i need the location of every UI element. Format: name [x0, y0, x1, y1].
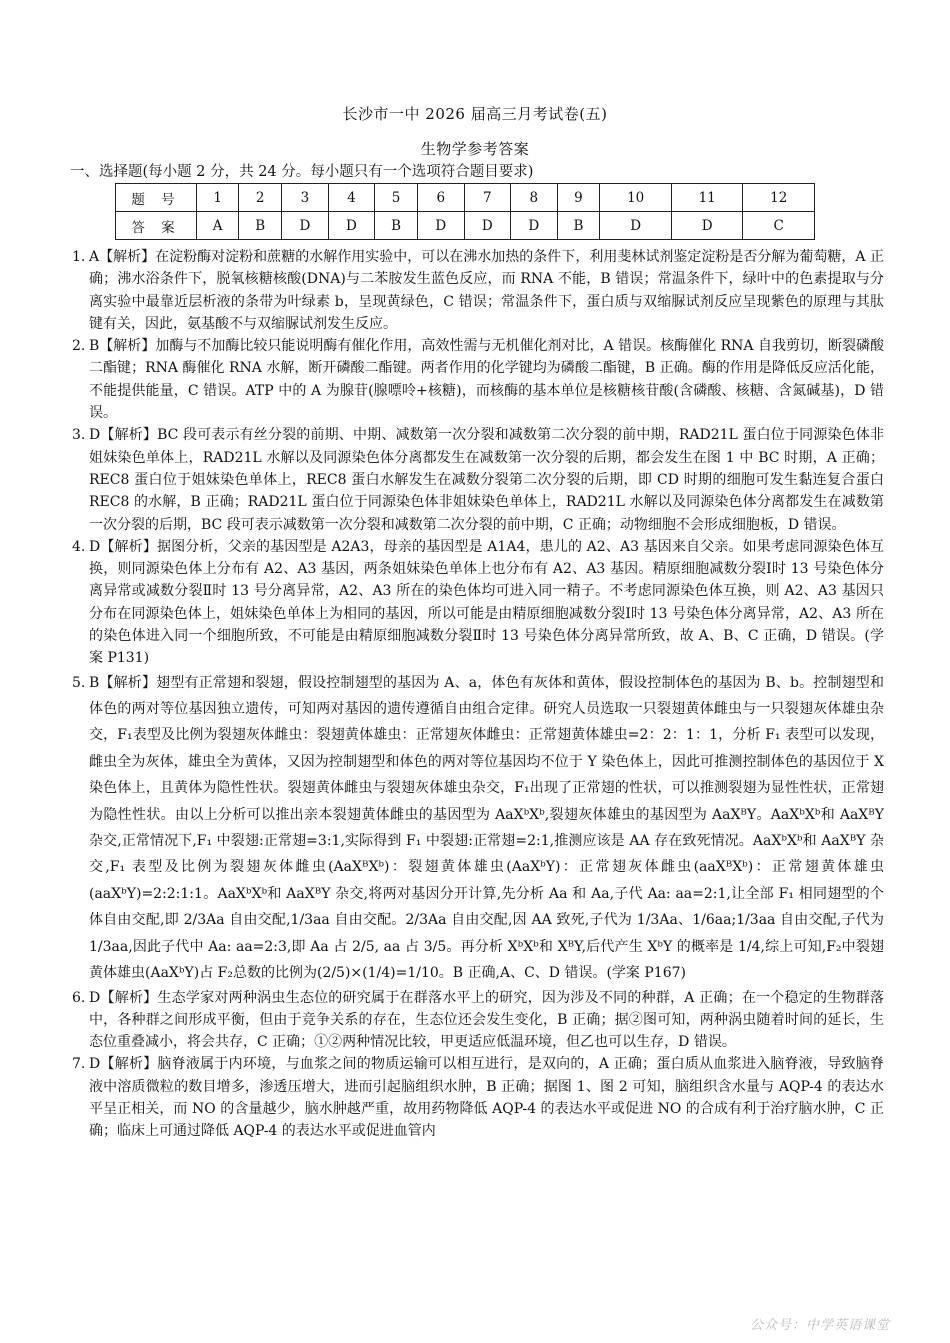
answer-cell: B: [375, 212, 418, 240]
explanation-item: [72, 987, 884, 1054]
question-label: 2.: [72, 338, 86, 355]
explanation-text: D【解析】生态学家对两种涡虫生态位的研究属于在群落水平上的研究，因为涉及不同的种群，A 正确；在一个稳定的生物群落中，各种群之间形成平衡，但由于竞争关系的存在，生态位还会发生变化，B 正确；据②图可知，两种涡虫随着时间的延长，生态位重叠减小，将会共存，C 正确；①②两种情况比较，甲更适应低温环境，但乙也可以生存，D 错误。: [89, 989, 884, 1051]
answer-cell: A: [197, 212, 239, 240]
question-number: 1: [197, 184, 239, 212]
answer-cell: D: [282, 212, 328, 240]
explanation-text: D【解析】BC 段可表示有丝分裂的前期、中期、减数第一次分裂和减数第二次分裂的前中期，RAD21L 蛋白位于同源染色体非姐妹染色单体上，RAD21L 水解以及同源染色体分离都发生在减数第一次分裂的后期，都会发生在图 1 中 BC 时期，A 正确；REC8 蛋白位于姐妹染色单体上，REC8 蛋白水解发生在减数分裂第二次分裂的后期，即 CD 时期的细胞可发生黏连复合蛋白 REC8 的水解，B 正确；RAD21L 蛋白位于同源染色体非姐妹染色单体上，RAD21L 水解以及同源染色体分离都发生在减数第一次分裂的后期，BC 段可表示减数第一次分裂和减数第二次分裂的前中期，C 正确；动物细胞不会形成细胞板，D 错误。: [89, 427, 884, 533]
explanation-item: [72, 536, 884, 670]
answer-cell: D: [418, 212, 464, 240]
question-number: 8: [511, 184, 557, 212]
row-label-answer: 答 案: [116, 212, 197, 240]
question-number: 2: [239, 184, 282, 212]
explanation-text: B【解析】加酶与不加酶比较只能说明酶有催化作用，高效性需与无机催化剂对比，A 错误。核酶催化 RNA 自我剪切，断裂磷酸二酯键；RNA 酶催化 RNA 水解，断开磷酸二酯键。两者作用的化学键均为磷酸二酯键，B 正确。酶的作用是降低反应活化能，不能提供能量，C 错误。ATP 中的 A 为腺苷(腺嘌呤+核糖)，而核酶的基本单位是核糖核苷酸(含磷酸、核糖、含氮碱基)，D 错误。: [89, 338, 884, 422]
question-label: 1.: [72, 249, 86, 265]
section-heading: 一、选择题(每小题 2 分，共 24 分。每小题只有一个选项符合题目要求): [70, 164, 534, 180]
page-title: 长沙市一中 2026 届高三月考试卷(五): [342, 105, 608, 123]
question-number: 9: [557, 184, 600, 212]
answer-cell: D: [328, 212, 374, 240]
explanation-text: A【解析】在淀粉酶对淀粉和蔗糖的水解作用实验中，可以在沸水加热的条件下，利用斐林试剂鉴定淀粉是否分解为葡萄糖，A 正确；沸水浴条件下，脱氧核糖核酸(DNA)与二苯胺发生蓝色反应，而 RNA 不能，B 错误；常温条件下，绿叶中的色素提取与分离实验中最靠近层析液的条带为叶绿素 b，呈现黄绿色，C 错误；常温条件下，蛋白质与双缩脲试剂反应呈现紫色的原理与其肽键有关，因此，氨基酸不与双缩脲试剂发生反应。: [89, 249, 884, 332]
answer-cell: D: [600, 212, 671, 240]
question-label: 6.: [72, 989, 86, 1006]
explanation-item: [72, 670, 884, 987]
answer-cell: B: [239, 212, 282, 240]
question-number: 12: [743, 184, 815, 212]
question-number: 5: [375, 184, 418, 212]
answer-cell: D: [511, 212, 557, 240]
answer-cell: D: [671, 212, 742, 240]
explanation-item: [72, 335, 884, 424]
explanation-text: B【解析】翅型有正常翅和裂翅，假设控制翅型的基因为 A、a，体色有灰体和黄体，假设控制体色的基因为 B、b。控制翅型和体色的两对等位基因独立遗传，可知两对基因的遗传遵循自由组合定律。研究人员选取一只裂翅黄体雌虫与一只裂翅灰体雄虫杂交，F₁表型及比例为裂翅灰体雌虫：裂翅黄体雄虫：正常翅灰体雌虫：正常翅黄体雄虫=2：2：1：1，分析 F₁ 表型可以发现，雌虫全为灰体，雄虫全为黄体，又因为控制翅型和体色的两对等位基因均不位于 Y 染色体上，因此可推测控制体色的基因位于 X 染色体上，且黄体为隐性性状。裂翅黄体雌虫与裂翅灰体雄虫杂交，F₁出现了正常翅的性状，可以推测裂翅为显性性状，正常翅为隐性性状。由以上分析可以推出亲本裂翅黄体雌虫的基因型为 AaXᵇXᵇ,裂翅灰体雄虫的基因型为 AaXᴮY。AaXᵇXᵇ和 AaXᴮY 杂交,正常情况下,F₁ 中裂翅:正常翅=3:1,实际得到 F₁ 中裂翅:正常翅=2:1,推测应该是 AA 存在致死情况。AaXᵇXᵇ和 AaXᴮY 杂交,F₁ 表型及比例为裂翅灰体雌虫(AaXᴮXᵇ)：裂翅黄体雄虫(AaXᵇY)：正常翅灰体雌虫(aaXᴮXᵇ)：正常翅黄体雄虫(aaXᵇY)=2:2:1:1。AaXᵇXᵇ和 AaXᴮY 杂交,将两对基因分开计算,先分析 Aa 和 Aa,子代 Aa: aa=2:1,让全部 F₁ 相同翅型的个体自由交配,即 2/3Aa 自由交配,1/3aa 自由交配。2/3Aa 自由交配,因 AA 致死,子代为 1/3Aa、1/6aa;1/3aa 自由交配,子代为 1/3aa,因此子代中 Aa: aa=2:3,即 Aa 占 2/5, aa 占 3/5。再分析 XᵇXᵇ和 XᴮY,后代产生 XᵇY 的概率是 1/4,综上可知,F₂中裂翅黄体雄虫(AaXᵇY)占 F₂总数的比例为(2/5)×(1/4)=1/10。B 正确,A、C、D 错误。(学案 P167): [89, 674, 884, 982]
explanation-text: D【解析】脑脊液属于内环境，与血浆之间的物质运输可以相互进行，是双向的，A 正确；蛋白质从血浆进入脑脊液，导致脑脊液中溶质微粒的数目增多，渗透压增大，进而引起脑组织水肿，B 正确；据图 1、图 2 可知，脑组织含水量与 AQP-4 的表达水平呈正相关，而 NO 的含量越少，脑水肿越严重，故用药物降低 AQP-4 的表达水平或促进 NO 的合成有利于治疗脑水肿，C 正确；临床上可通过降低 AQP-4 的表达水平或促进血管内: [89, 1056, 884, 1140]
question-number: 3: [282, 184, 328, 212]
question-number: 6: [418, 184, 464, 212]
page-subtitle: 生物学参考答案: [420, 140, 530, 158]
answer-table: [115, 183, 815, 240]
question-number-row: [116, 184, 815, 212]
question-number: 11: [671, 184, 742, 212]
answer-row: [116, 212, 815, 240]
answer-cell: D: [464, 212, 510, 240]
watermark: 公众号：中学英语课堂: [749, 1318, 890, 1333]
explanation-item: [72, 1053, 884, 1142]
answer-cell: B: [557, 212, 600, 240]
answer-cell: C: [743, 212, 815, 240]
question-number: 4: [328, 184, 374, 212]
question-number: 7: [464, 184, 510, 212]
question-number: 10: [600, 184, 671, 212]
explanation-text: D【解析】据图分析，父亲的基因型是 A2A3，母亲的基因型是 A1A4，患儿的 A2、A3 基因来自父亲。如果考虑同源染色体互换，则同源染色体上分布有 A2、A3 基因，两条姐妹染色单体上也分布有 A2、A3 基因。精原细胞减数分裂Ⅰ时 13 号染色体分离异常或减数分裂Ⅱ时 13 号分离异常，A2、A3 所在的染色体均可进入同一精子。不考虑同源染色体互换，则 A2、A3 基因只分布在同源染色体上，姐妹染色单体上为相同的基因，所以可能是由精原细胞减数分裂Ⅰ时 13 号染色体分离异常，A2、A3 所在的染色体进入同一个细胞所致，不可能是由精原细胞减数分裂Ⅱ时 13 号染色体分离异常所致，故 A、B、C 正确，D 错误。(学案 P131): [89, 538, 884, 667]
question-label: 5.: [72, 674, 86, 691]
question-label: 7.: [72, 1056, 86, 1073]
question-label: 3.: [72, 427, 86, 444]
explanations: [72, 246, 884, 1143]
row-label-number: 题 号: [116, 184, 197, 212]
explanation-item: [72, 246, 884, 335]
question-label: 4.: [72, 538, 86, 555]
explanation-item: [72, 424, 884, 535]
